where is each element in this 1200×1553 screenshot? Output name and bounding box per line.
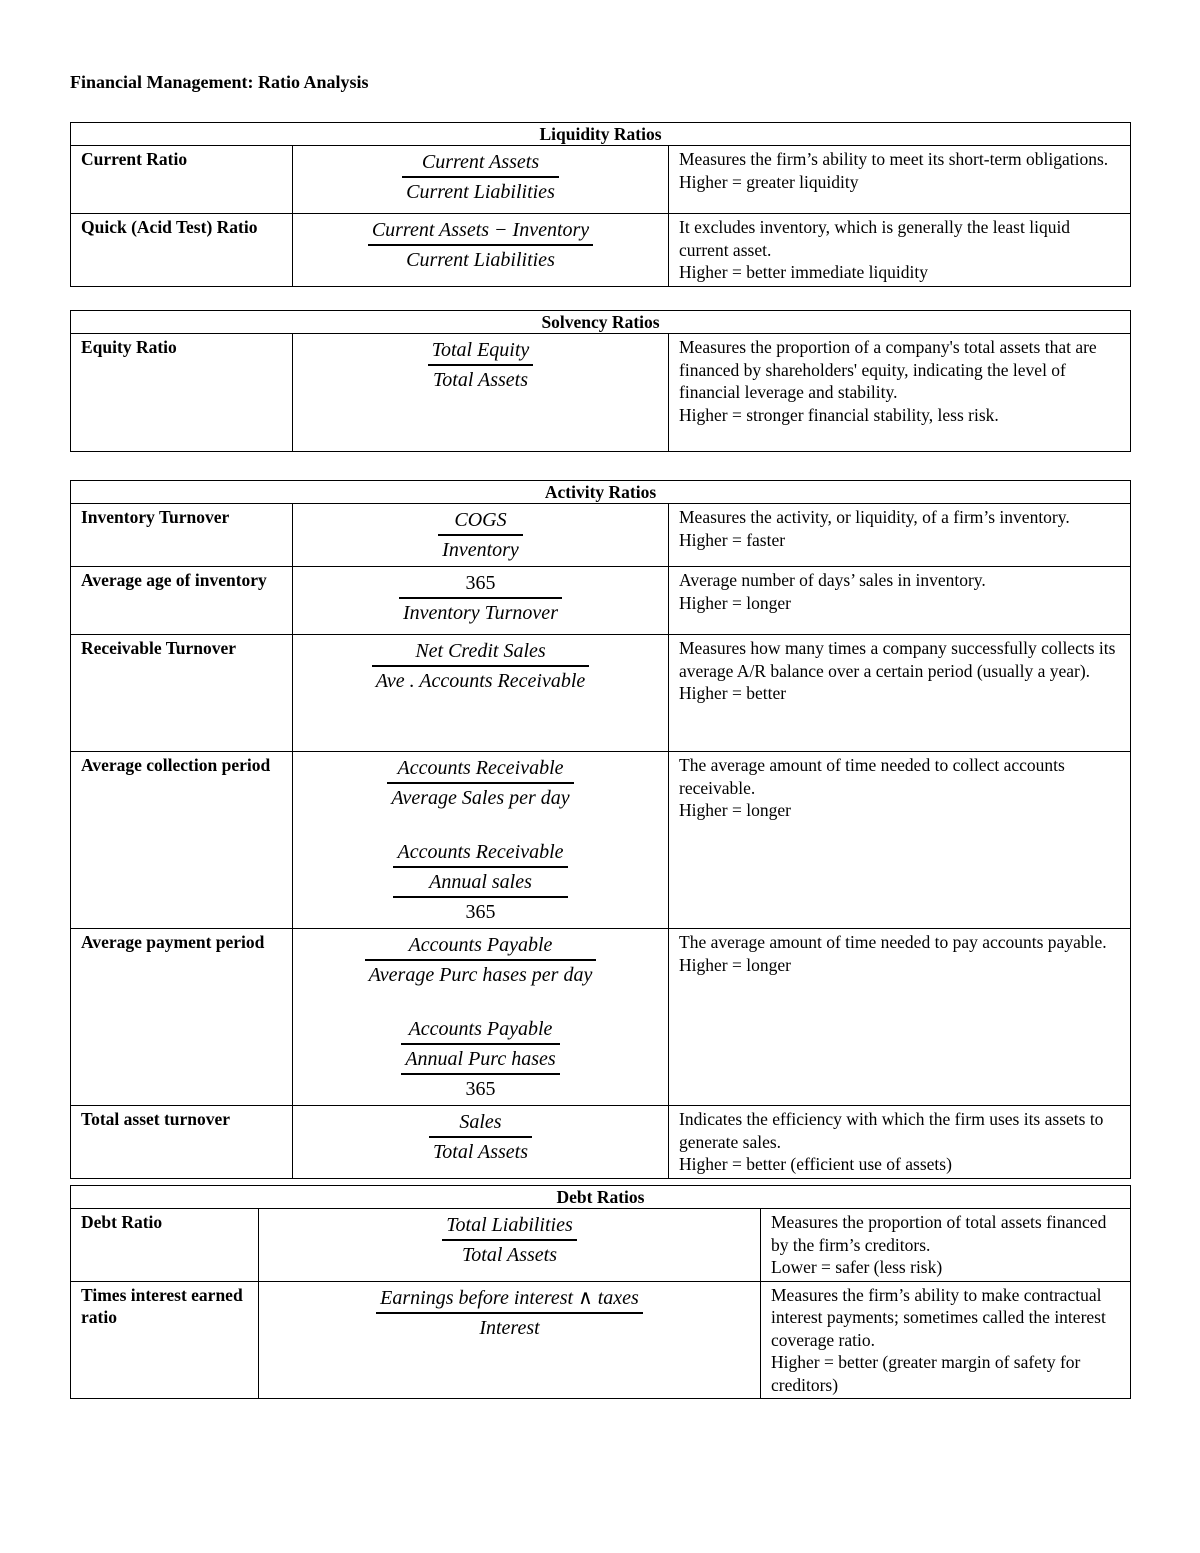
denominator: Ave . Accounts Receivable [375, 670, 586, 692]
ratio-name: Equity Ratio [71, 334, 293, 452]
ratio-description [761, 1281, 1131, 1399]
interpretation-text: Higher = longer [679, 800, 791, 820]
table-row [71, 1281, 1131, 1399]
numerator: 365 [465, 572, 496, 594]
ratio-description [669, 929, 1131, 1106]
fraction [427, 1108, 534, 1166]
description-text: It excludes inventory, which is generally the least liquid current asset. [679, 217, 1071, 260]
numerator: Sales [459, 1111, 502, 1133]
interpretation-text: Higher = better immediate liquidity [679, 262, 928, 282]
fraction [397, 569, 564, 627]
ratio-formula [293, 567, 669, 635]
denominator: Average Purc hases per day [368, 964, 593, 986]
denominator: Total Assets [432, 1141, 529, 1163]
description-text: Measures the firm’s ability to meet its short-term obligations. [679, 149, 1109, 169]
alternate-fraction [391, 838, 569, 926]
fraction [374, 1284, 645, 1342]
activity-heading: Activity Ratios [71, 481, 1131, 504]
fraction [363, 931, 599, 989]
liquidity-ratios-table [70, 122, 1131, 287]
table-row [71, 752, 1131, 929]
ratio-name: Current Ratio [71, 146, 293, 214]
table-row [71, 1106, 1131, 1179]
description-text: Measures the proportion of a company's total assets that are financed by shareholders' equity, indicating the level of financial leverage and stability. [679, 337, 1097, 402]
denominator: Inventory [442, 539, 519, 561]
denominator: Interest [479, 1316, 540, 1339]
ratio-name: Times interest earned ratio [71, 1281, 259, 1399]
numerator: Net Credit Sales [415, 640, 546, 662]
interpretation-text: Higher = longer [679, 954, 791, 975]
ratio-formula [293, 929, 669, 1106]
interpretation-text: Lower = safer (less risk) [771, 1257, 943, 1277]
nested-denominator: 365 [465, 1078, 496, 1100]
fraction [436, 506, 525, 564]
ratio-description [669, 752, 1131, 929]
numerator: Accounts Receivable [397, 841, 564, 863]
description-text: Measures the firm’s ability to make contractual interest payments; sometimes called the interest coverage ratio. [771, 1284, 1106, 1350]
document-title: Financial Management: Ratio Analysis [70, 72, 369, 92]
interpretation-text: Higher = longer [679, 592, 791, 613]
numerator: Total Equity [431, 339, 530, 361]
table-row [71, 334, 1131, 452]
ratio-name: Inventory Turnover [71, 504, 293, 567]
alternate-fraction [399, 1015, 561, 1103]
ratio-formula [293, 334, 669, 452]
solvency-ratios-table [70, 310, 1131, 452]
fraction [400, 148, 561, 206]
ratio-name: Total asset turnover [71, 1106, 293, 1179]
ratio-formula [293, 214, 669, 287]
interpretation-text: Higher = faster [679, 529, 786, 550]
denominator: Total Assets [461, 1244, 558, 1266]
description-text: Average number of days’ sales in inventory. [679, 570, 986, 590]
table-row [71, 214, 1131, 287]
ratio-formula [259, 1209, 761, 1282]
table-row [71, 504, 1131, 567]
numerator: Accounts Receivable [397, 757, 564, 779]
ratio-formula [293, 635, 669, 752]
ratio-description [669, 1106, 1131, 1179]
ratio-description [669, 334, 1131, 452]
ratio-description [669, 214, 1131, 287]
fraction [440, 1211, 579, 1269]
solvency-heading: Solvency Ratios [71, 311, 1131, 334]
description-text: The average amount of time needed to pay accounts payable. [679, 932, 1107, 952]
numerator: Earnings before interest ∧ taxes [380, 1286, 639, 1309]
table-row [71, 635, 1131, 752]
table-row [71, 929, 1131, 1106]
ratio-formula [293, 146, 669, 214]
description-text: Measures the proportion of total assets financed by the firm’s creditors. [771, 1212, 1107, 1255]
ratio-name: Quick (Acid Test) Ratio [71, 214, 293, 287]
denominator: Average Sales per day [391, 787, 570, 809]
debt-ratios-table [70, 1185, 1131, 1399]
ratio-formula [259, 1281, 761, 1399]
description-text: Measures the activity, or liquidity, of a firm’s inventory. [679, 507, 1070, 527]
nested-numerator: Annual Purc hases [405, 1048, 556, 1070]
fraction [370, 637, 592, 695]
description-text: Measures how many times a company successfully collects its average A/R balance over a certain period (usually a year). [679, 638, 1116, 681]
activity-ratios-table [70, 480, 1131, 1179]
interpretation-text: Higher = better (efficient use of assets) [679, 1154, 952, 1174]
nested-numerator: Annual sales [429, 871, 532, 893]
ratio-formula [293, 504, 669, 567]
ratio-formula [293, 752, 669, 929]
description-text: The average amount of time needed to collect accounts receivable. [679, 755, 1065, 798]
ratio-name: Debt Ratio [71, 1209, 259, 1282]
fraction [385, 754, 575, 812]
ratio-description [669, 635, 1131, 752]
denominator: Total Assets [432, 369, 529, 391]
table-row [71, 1209, 1131, 1282]
interpretation-text: Higher = stronger financial stability, less risk. [679, 404, 999, 425]
ratio-name: Receivable Turnover [71, 635, 293, 752]
denominator: Current Liabilities [406, 181, 555, 203]
fraction [426, 336, 536, 394]
numerator: Accounts Payable [408, 934, 553, 956]
interpretation-text: Higher = greater liquidity [679, 171, 859, 192]
interpretation-text: Higher = better [679, 683, 787, 703]
ratio-formula [293, 1106, 669, 1179]
ratio-description [669, 146, 1131, 214]
numerator: Total Liabilities [446, 1214, 573, 1236]
ratio-description [761, 1209, 1131, 1282]
debt-heading: Debt Ratios [71, 1186, 1131, 1209]
ratio-name: Average collection period [71, 752, 293, 929]
denominator: Inventory Turnover [403, 602, 558, 624]
ratio-description [669, 504, 1131, 567]
numerator: COGS [454, 509, 507, 531]
nested-denominator: 365 [465, 901, 496, 923]
table-row [71, 567, 1131, 635]
numerator: Current Assets − Inventory [371, 219, 590, 241]
numerator: Accounts Payable [408, 1018, 553, 1040]
denominator: Current Liabilities [406, 249, 555, 271]
ratio-name: Average payment period [71, 929, 293, 1106]
table-row [71, 146, 1131, 214]
liquidity-heading: Liquidity Ratios [71, 123, 1131, 146]
ratio-description [669, 567, 1131, 635]
fraction [366, 216, 595, 274]
description-text: Indicates the efficiency with which the firm uses its assets to generate sales. [679, 1109, 1104, 1152]
interpretation-text: Higher = better (greater margin of safety for creditors) [771, 1352, 1081, 1395]
ratio-name: Average age of inventory [71, 567, 293, 635]
numerator: Current Assets [421, 151, 540, 173]
